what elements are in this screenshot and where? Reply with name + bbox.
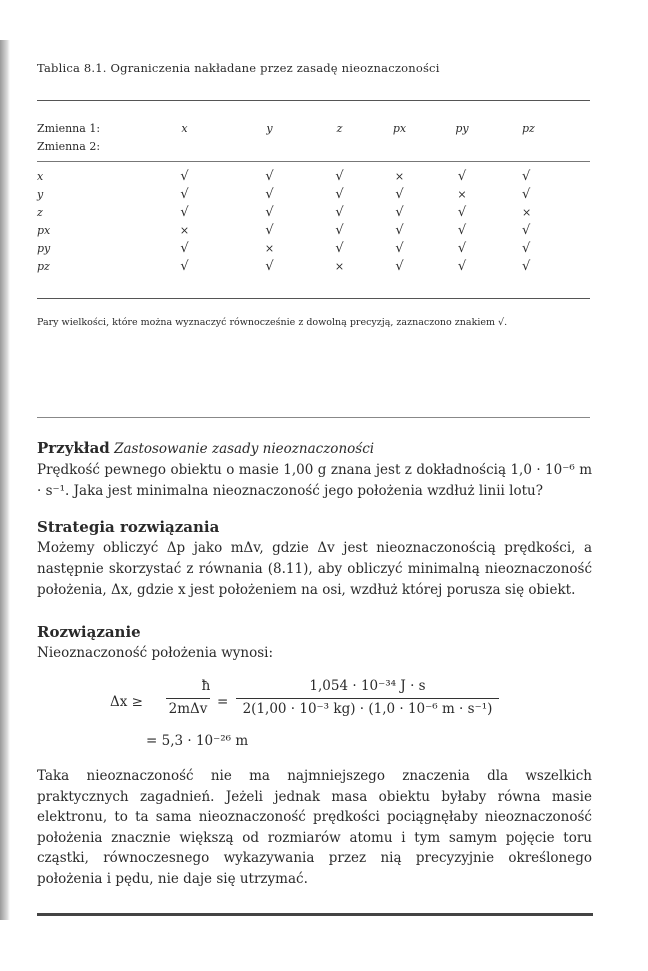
cross-mark: ×: [334, 259, 345, 273]
row-variable: py: [37, 241, 51, 255]
check-mark: √: [335, 204, 344, 220]
fraction-line: [166, 698, 210, 699]
check-mark: √: [180, 240, 189, 256]
table-header-row-2: [37, 137, 590, 155]
table-body: [37, 167, 590, 275]
uncertainty-table: [37, 119, 590, 275]
row-variable: x: [37, 169, 44, 183]
column-header: x: [181, 121, 188, 135]
example-title: Zastosowanie zasady nieoznaczoności: [114, 441, 375, 457]
solution-block: [37, 622, 592, 664]
example-heading: Przykład: [37, 439, 110, 457]
check-mark: √: [265, 186, 274, 202]
check-mark: √: [457, 204, 467, 220]
check-mark: √: [457, 240, 467, 256]
table-bottom-rule: [37, 298, 590, 299]
check-mark: √: [180, 204, 189, 220]
solution-text: Taka nieoznaczoność nie ma najmniejszego znaczenia dla wszelkich praktycznych zagadnień. Jeżeli jednak masa obiektu byłaby równa masie elektronu, to ta sama nieoznaczoność prędkości pociągnęłaby nieoznaczoność położenia znacznie większą od rozmiarów atomu i tym samym pojęcie toru cząstki, równoczesnego wykazywania przez nią precyzyjnie określonego położenia i pędu, nie daje się utrzymać.: [37, 768, 592, 887]
check-mark: √: [265, 168, 274, 184]
column-header: z: [336, 121, 343, 135]
check-mark: √: [457, 258, 467, 274]
example-block: [37, 438, 592, 502]
equation-denominator-2: 2(1,00 · 10⁻³ kg) · (1,0 · 10⁻⁶ m · s⁻¹): [242, 701, 493, 717]
cross-mark: ×: [457, 187, 467, 201]
equation-denominator-1: 2mΔv: [168, 701, 208, 717]
check-mark: √: [395, 258, 404, 274]
row-variable: px: [37, 223, 51, 237]
table-row: [37, 257, 590, 275]
equation-result: = 5,3 · 10⁻²⁶ m: [146, 733, 249, 749]
equation-equals: =: [217, 694, 229, 710]
table-row: [37, 185, 590, 203]
check-mark: √: [180, 186, 189, 202]
column-header: y: [266, 121, 273, 135]
check-mark: √: [335, 168, 344, 184]
solution-intro: Nieoznaczoność położenia wynosi:: [37, 645, 274, 661]
check-mark: √: [522, 168, 531, 184]
equation-numerator-2: 1,054 · 10⁻³⁴ J · s: [309, 678, 426, 694]
table-header-rule: [37, 161, 590, 162]
solution-heading: Rozwiązanie: [37, 623, 141, 641]
check-mark: √: [180, 168, 189, 184]
check-mark: √: [522, 186, 531, 202]
check-mark: √: [395, 222, 404, 238]
check-mark: √: [522, 258, 531, 274]
example-text: Prędkość pewnego obiektu o masie 1,00 g znana jest z dokładnością 1,0 · 10⁻⁶ m · s⁻¹. Jaka jest minimalna nieoznaczoność jego położenia wzdłuż linii lotu?: [37, 462, 592, 499]
table-row: [37, 221, 590, 239]
table-note: Pary wielkości, które można wyznaczyć równocześnie z dowolną precyzją, zaznaczono znakiem √.: [37, 317, 508, 328]
check-mark: √: [395, 186, 404, 202]
check-mark: √: [457, 222, 467, 238]
table-top-rule: [37, 100, 590, 101]
fraction-line: [236, 698, 499, 699]
cross-mark: ×: [522, 205, 532, 219]
equation-lhs: Δx ≥: [110, 694, 143, 710]
table-row: [37, 167, 590, 185]
row-label-1: Zmienna 1:: [37, 121, 101, 135]
section-divider: [37, 417, 590, 418]
strategy-heading: Strategia rozwiązania: [37, 518, 220, 536]
page-spine-shadow: [0, 40, 10, 920]
row-variable: z: [37, 205, 43, 219]
row-variable: pz: [37, 259, 50, 273]
table-header-row: [37, 119, 590, 137]
page-bottom-rule: [37, 913, 593, 916]
check-mark: √: [265, 204, 274, 220]
table-row: [37, 239, 590, 257]
check-mark: √: [265, 222, 274, 238]
check-mark: √: [395, 240, 404, 256]
cross-mark: ×: [179, 223, 190, 237]
check-mark: √: [395, 204, 404, 220]
row-label-2: Zmienna 2:: [37, 139, 101, 153]
check-mark: √: [265, 258, 274, 274]
column-header: pz: [522, 121, 535, 135]
cross-mark: ×: [394, 169, 405, 183]
row-variable: y: [37, 187, 44, 201]
check-mark: √: [335, 186, 344, 202]
check-mark: √: [522, 222, 531, 238]
check-mark: √: [457, 168, 467, 184]
table-caption: Tablica 8.1. Ograniczenia nakładane przez zasadę nieoznaczoności: [37, 61, 440, 75]
check-mark: √: [335, 222, 344, 238]
column-header: py: [455, 121, 469, 135]
equation-numerator-1: ħ: [201, 678, 211, 694]
column-header: px: [392, 121, 407, 135]
check-mark: √: [180, 258, 189, 274]
check-mark: √: [522, 240, 531, 256]
table-row: [37, 203, 590, 221]
check-mark: √: [335, 240, 344, 256]
cross-mark: ×: [264, 241, 275, 255]
strategy-block: [37, 517, 592, 601]
strategy-text: Możemy obliczyć Δp jako mΔv, gdzie Δv jest nieoznaczonością prędkości, a następnie skorzystać z równania (8.11), aby obliczyć minimalną nieoznaczoność położenia, Δx, gdzie x jest położeniem na osi, wzdłuż której porusza się obiekt.: [37, 540, 592, 598]
